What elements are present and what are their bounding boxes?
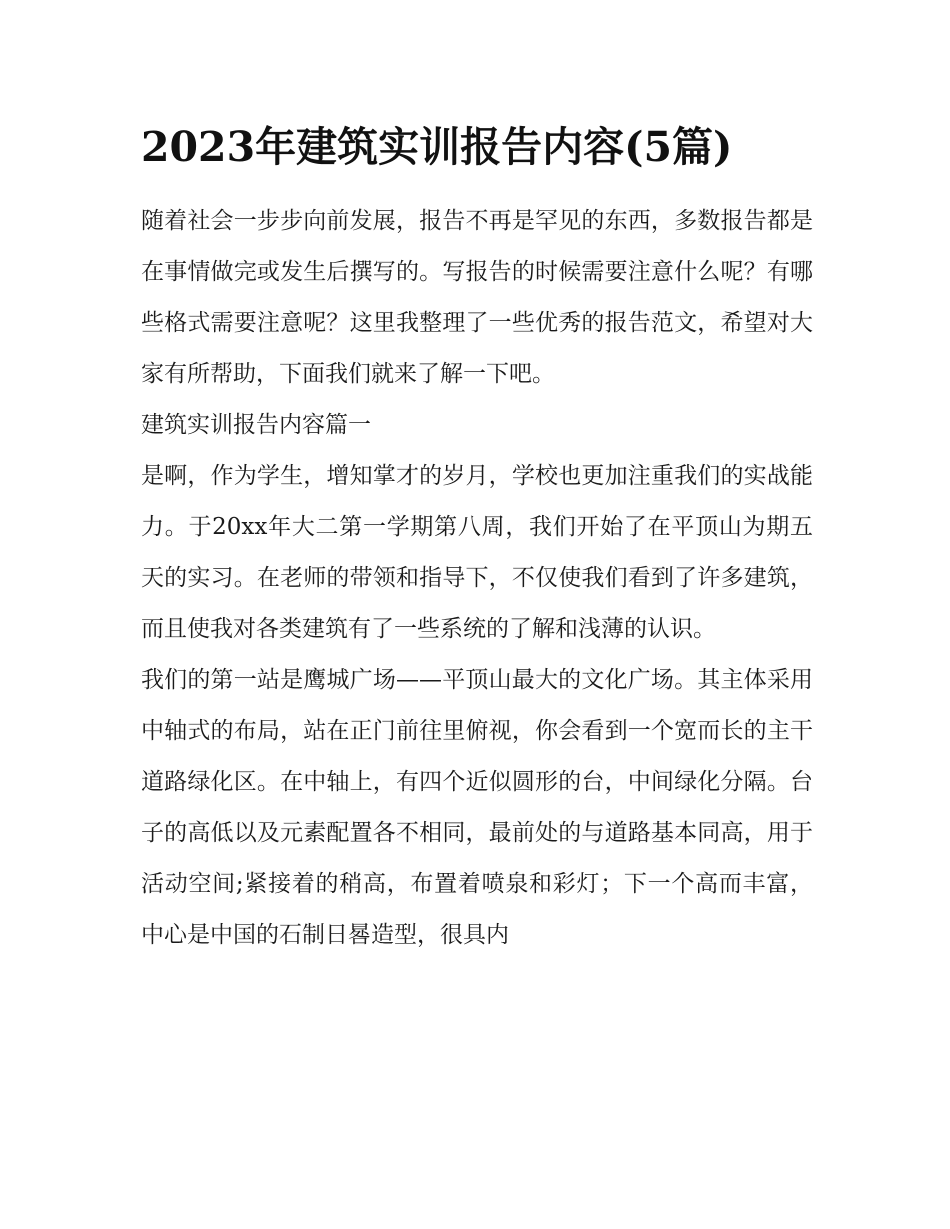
intro-paragraph: 随着社会一步步向前发展，报告不再是罕见的东西，多数报告都是在事情做完或发生后撰写的。写报告的时候需要注意什么呢？有哪些格式需要注意呢？这里我整理了一些优秀的报告范文，希望对大家有所帮助，下面我们就来了解一下吧。	[141, 208, 813, 387]
document-body	[141, 118, 813, 961]
document-title: 2023年建筑实训报告内容(5篇)	[141, 123, 733, 171]
body-paragraph: 是啊，作为学生，增知掌才的岁月，学校也更加注重我们的实战能力。于20xx年大二第一学期第八周，我们开始了在平顶山为期五天的实习。在老师的带领和指导下，不仅使我们看到了许多建筑，而且使我对各类建筑有了一些系统的了解和浅薄的认识。	[141, 463, 813, 642]
section-heading: 建筑实训报告内容篇一	[141, 412, 371, 438]
body-paragraph: 我们的第一站是鹰城广场——平顶山最大的文化广场。其主体采用中轴式的布局，站在正门前往里俯视，你会看到一个宽而长的主干道路绿化区。在中轴上，有四个近似圆形的台，中间绿化分隔。台子的高低以及元素配置各不相同，最前处的与道路基本同高，用于活动空间;紧接着的稍高，布置着喷泉和彩灯；下一个高而丰富，中心是中国的石制日晷造型，很具内	[141, 667, 813, 948]
